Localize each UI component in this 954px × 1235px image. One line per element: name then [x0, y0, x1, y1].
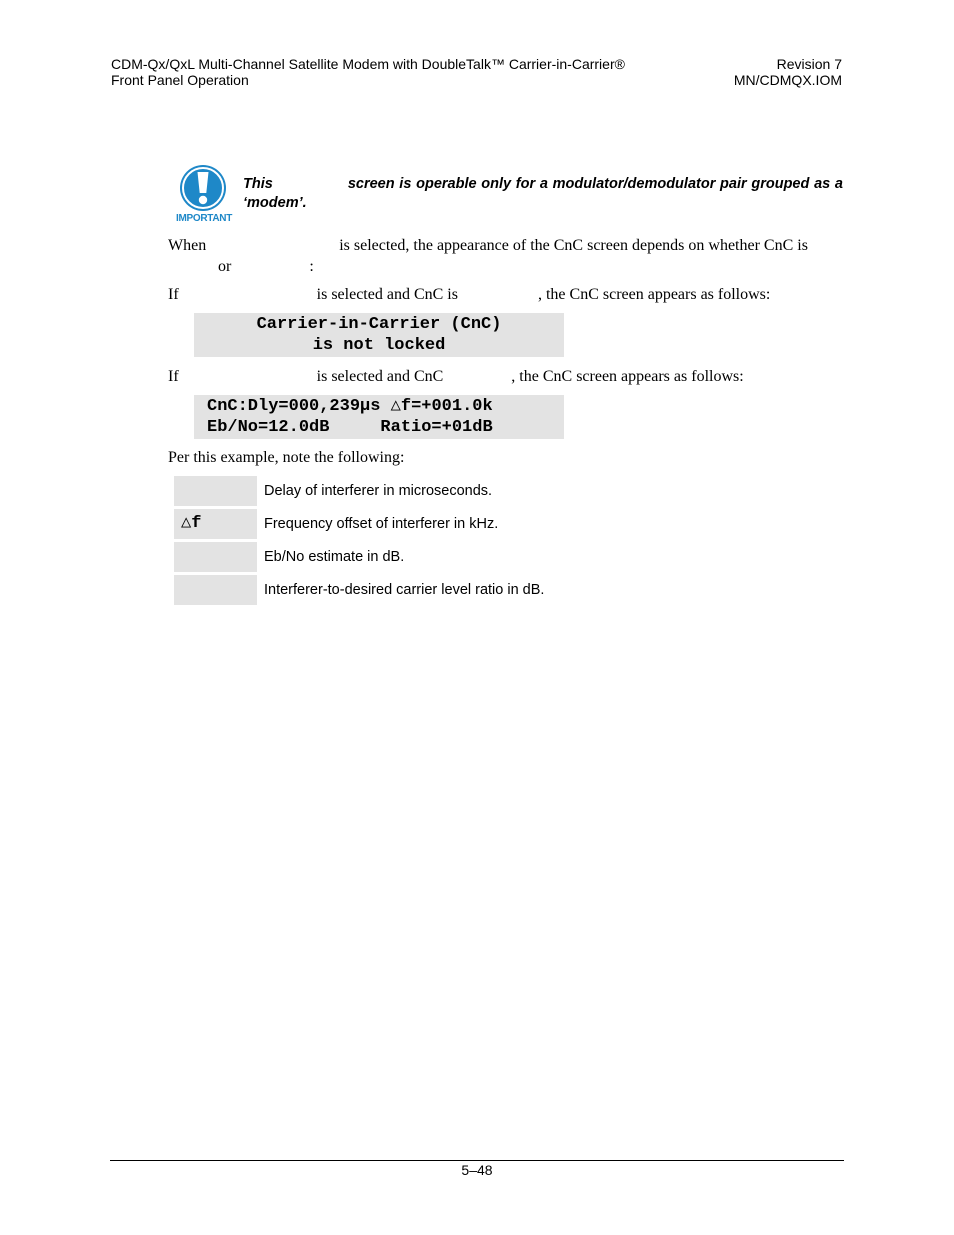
- header-left: [111, 56, 625, 88]
- document-id: MN/CDMQX.IOM: [733, 72, 842, 88]
- para1-word-3: or: [218, 258, 232, 275]
- paragraph-3: [168, 366, 842, 387]
- para2-word-1: If: [168, 286, 179, 303]
- important-exclamation-icon: [172, 164, 236, 226]
- para1-word-2: is selected, the appearance of the CnC screen depends on whether CnC is: [339, 237, 808, 254]
- screen2-line-2: Eb/No=12.0dB Ratio=+01dB: [207, 418, 493, 437]
- paragraph-2: [168, 284, 842, 305]
- definition-term: [174, 476, 257, 506]
- note-text-rest: screen is operable only for a modulator/demodulator pair grouped as a ‘modem’.: [243, 176, 843, 211]
- para1-word-1: When: [168, 237, 207, 254]
- screen2-line-1: CnC:Dly=000,239µs △f=+001.0k: [207, 397, 493, 416]
- para1-word-4: :: [309, 258, 314, 275]
- paragraph-1: [168, 235, 842, 277]
- cnc-screen-not-locked: [194, 313, 564, 357]
- note-text-start: This: [243, 176, 273, 192]
- section-title: Front Panel Operation: [111, 72, 249, 88]
- para3-word-2: is selected and CnC: [316, 368, 444, 385]
- screen1-line-2: is not locked: [312, 336, 446, 355]
- para3-word-3: , the CnC screen appears as follows:: [511, 368, 744, 385]
- para2-word-3: , the CnC screen appears as follows:: [537, 286, 771, 303]
- definition-desc: Interferer-to-desired carrier level ratio in dB.: [264, 582, 545, 598]
- important-note-text: [243, 175, 843, 213]
- screen1-line-1: Carrier-in-Carrier (CnC): [256, 315, 502, 334]
- definition-desc: Eb/No estimate in dB.: [264, 549, 405, 565]
- footer-divider: [110, 1160, 844, 1161]
- cnc-screen-locked: [194, 395, 564, 439]
- paragraph-4: Per this example, note the following:: [168, 449, 405, 466]
- definition-term: [174, 542, 257, 572]
- important-label: IMPORTANT: [176, 213, 232, 224]
- document-title: CDM-Qx/QxL Multi-Channel Satellite Modem with DoubleTalk™ Carrier-in-Carrier®: [111, 56, 625, 72]
- para2-word-2: is selected and CnC is: [316, 286, 458, 303]
- definition-term: [174, 575, 257, 605]
- definition-desc: Frequency offset of interferer in kHz.: [264, 516, 499, 532]
- definition-desc: Delay of interferer in microseconds.: [264, 483, 493, 499]
- para3-word-1: If: [168, 368, 179, 385]
- header-right: [734, 56, 842, 88]
- revision-label: Revision 7: [776, 56, 842, 72]
- page-number: 5–48: [461, 1162, 493, 1178]
- definition-term: △f: [174, 509, 257, 539]
